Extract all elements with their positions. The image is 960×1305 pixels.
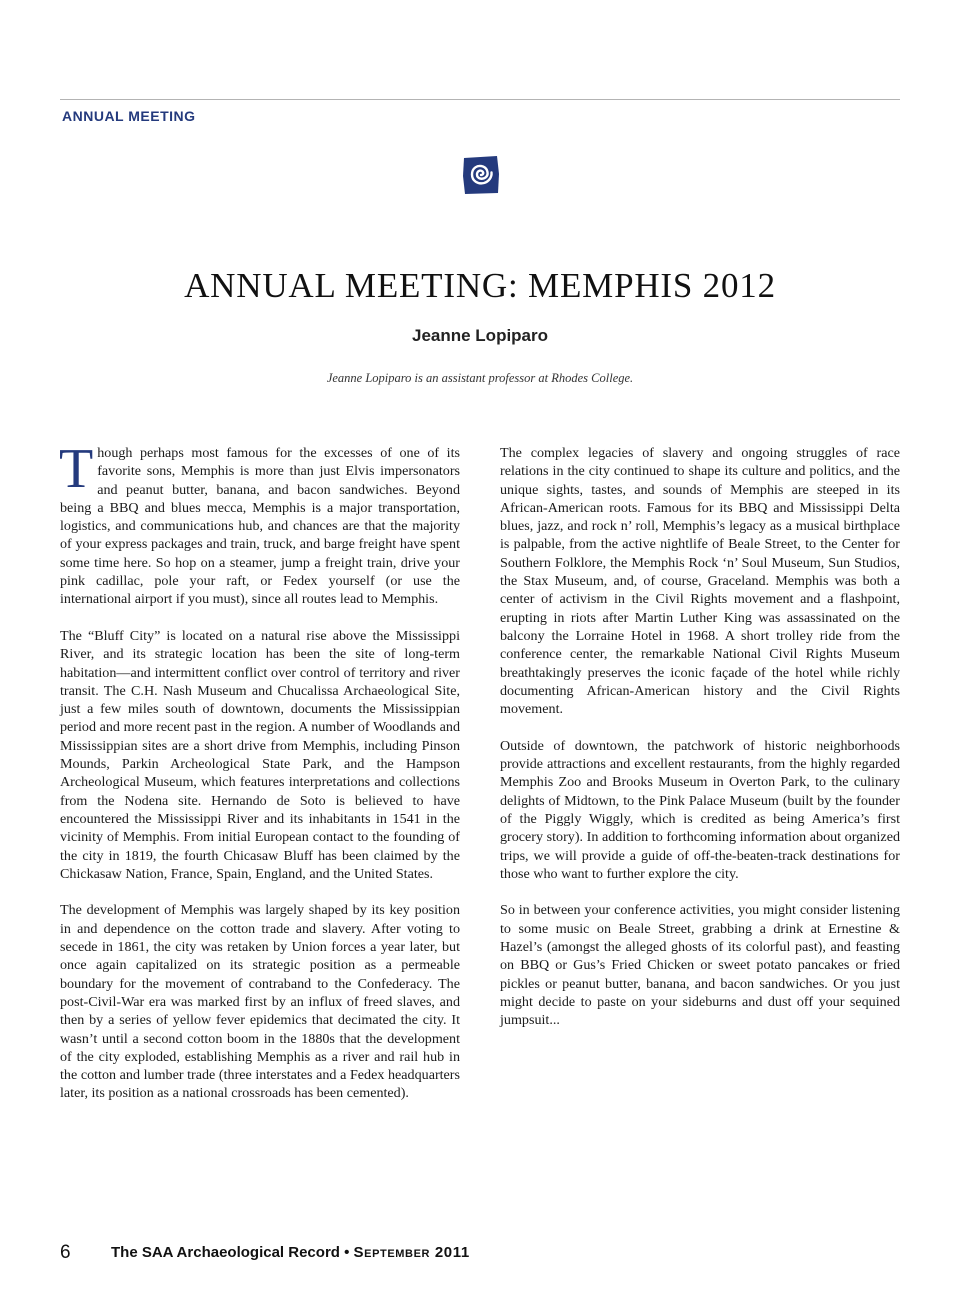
right-column [500, 444, 900, 1048]
section-label: ANNUAL MEETING [62, 108, 196, 124]
author-affiliation: Jeanne Lopiparo is an assistant professor at Rhodes College. [326, 371, 634, 385]
issue-date: September 2011 [353, 1244, 470, 1261]
paragraph: The complex legacies of slavery and ongoing struggles of race relations in the city continued to shape its culture and politics, and the unique sights, tastes, and sounds of Memphis are steeped in its African-American roots. Famous for its BBQ and Mississippi Delta blues, jazz, and rock n’ roll, Memphis’s legacy as a musical birthplace is palpable, from the active nightlife of Beale Street, to the Center for Southern Folklore, the Memphis Rock ‘n’ Soul Museum, Sun Studios, the Stax Museum, and, of course, Graceland. Memphis was both a center of activism in the Civil Rights movement and a flashpoint, erupting in riots after Martin Luther King was assassinated on the balcony the Lorraine Hotel in 1968. A short trolley ride from the conference center, the remarkable National Civil Rights Museum breathtakingly preserves the iconic façade of the hotel while richly documenting African-American history and the Civil Rights movement. [500, 445, 900, 718]
article-title: ANNUAL MEETING: MEMPHIS 2012 [184, 266, 776, 305]
header-rule [60, 99, 900, 100]
paragraph: So in between your conference activities, you might consider listening to some music on Beale Street, grabbing a drink at Ernestine & Hazel’s (amongst the alleged ghosts of its colorful past), and feasting on BBQ or Gus’s Fried Chicken or sweet potato pancakes or fried pickles or peanut butter, banana, and bacon sandwiches. Or you just might decide to paste on your sideburns and dust off your sequined jumpsuit... [500, 902, 900, 1029]
paragraph: Outside of downtown, the patchwork of historic neighborhoods provide attractions and excellent restaurants, from the highly regarded Memphis Zoo and Brooks Museum in Overton Park, to the culinary delights of Midtown, to the Pink Palace Museum (built by the founder of the Piggly Wiggly, which is credited as being America’s first grocery story). In addition to forthcoming information about organized trips, we will provide a guide of off-the-beaten-track destinations for those who want to further explore the city. [500, 737, 900, 882]
page-number: 6 [60, 1242, 71, 1263]
drop-cap: T [59, 438, 94, 500]
left-column [59, 438, 460, 1121]
journal-name: The SAA Archaeological Record • [111, 1244, 350, 1261]
paragraph: The development of Memphis was largely shaped by its key position in and dependence on the cotton trade and slavery. After voting to secede in 1861, the city was retaken by Union forces a year later, but once again capitalized on its strategic position as a permeable boundary for the movement of contraband to the Confederacy. The post-Civil-War era was marked first by an influx of freed slaves, and then by a series of yellow fever epidemics that decimated the city. It wasn’t until a second cotton boom in the 1880s that the development of the city exploded, establishing Memphis as a river and rail hub in the cotton and lumber trade (three interstates and a Fedex headquarters later, its position as a national crossroads has been cemented). [60, 902, 460, 1102]
paragraph [59, 438, 460, 609]
paragraph: The “Bluff City” is located on a natural rise above the Mississippi River, and its strategic location has been the site of long-term habitation—and intermittent conflict over control of territory and river transit. The C.H. Nash Museum and Chucalissa Archaeological Site, just a few miles south of downtown, documents the Mississippian period and more recent past in the region. A number of Woodlands and Mississippian sites are a short drive from Memphis, including Pinson Mounds, Parkin Archeological State Park, and the Hampson Archeological Museum, which features interpretations and collections from the Nodena site. Hernando de Soto is believed to have encountered the Mississippi River and its inhabitants in 1541 in the vicinity of Memphis. From initial European contact to the founding of the city in 1819, the fourth Chicasaw Bluff has been claimed by the Chickasaw Nation, France, Spain, England, and the United States. [60, 627, 460, 882]
author-name: Jeanne Lopiparo [411, 326, 549, 345]
paragraph-text: hough perhaps most famous for the excesses of one of its favorite sons, Memphis is more than just Elvis impersonators and peanut butter, banana, and bacon sandwiches. Beyond being a BBQ and blues mecca, Memphis is a major transportation, logistics, and communications hub, and chances are that the majority of your express packages and train, truck, and barge freight have spent some time here. So hop on a steamer, jump a freight train, drive your pink cadillac, pole your raft, or Fedex yourself (or use the international airport if you must), since all routes lead to Memphis. [60, 445, 460, 608]
journal-footer [111, 1244, 470, 1261]
spiral-logo-icon [461, 154, 501, 196]
